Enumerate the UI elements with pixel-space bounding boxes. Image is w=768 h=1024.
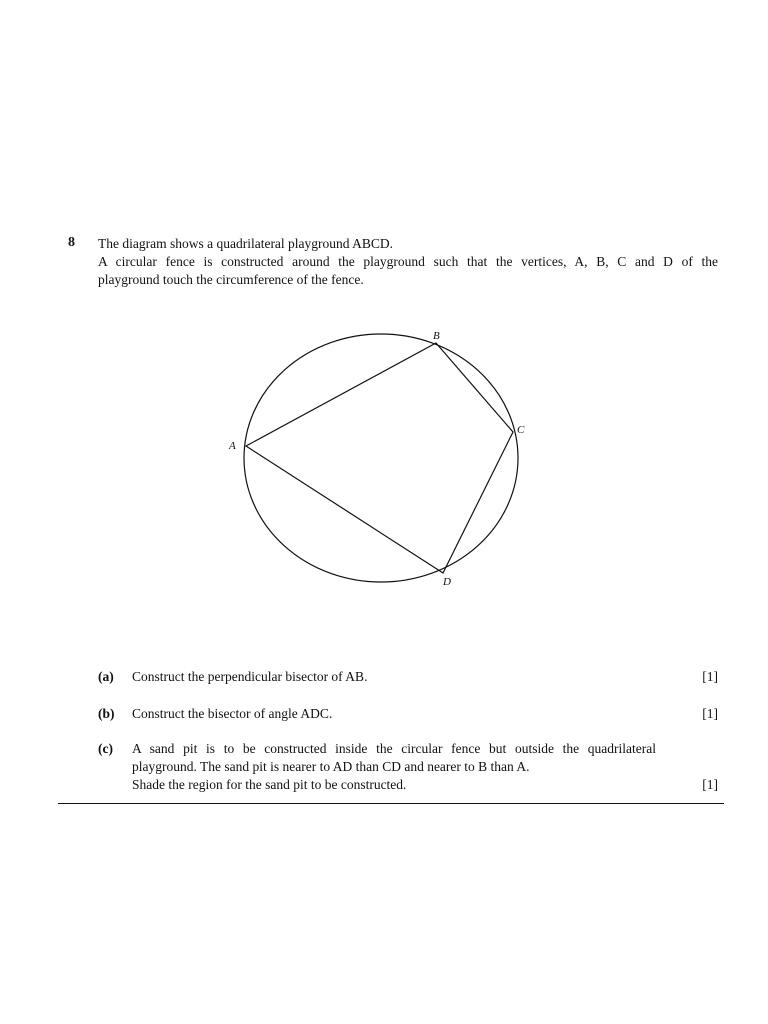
- part-a: [98, 668, 718, 686]
- intro-line-3: playground touch the circumference of the fence.: [98, 272, 364, 287]
- vertex-label-c: C: [517, 424, 525, 436]
- part-c-label: (c): [98, 741, 113, 756]
- part-a-marks: [1]: [702, 669, 718, 684]
- circular-fence: [244, 334, 518, 582]
- part-b-text: Construct the bisector of angle ADC.: [132, 706, 333, 721]
- part-c-marks: [1]: [702, 777, 718, 792]
- question-number: 8: [68, 235, 75, 250]
- circle-diagram: [0, 320, 768, 600]
- question-intro: [98, 235, 718, 289]
- part-a-text: Construct the perpendicular bisector of AB.: [132, 669, 368, 684]
- intro-line-1: The diagram shows a quadrilateral playground ABCD.: [98, 236, 394, 251]
- part-c: [98, 740, 718, 794]
- part-c-line-2: playground. The sand pit is nearer to AD than CD and nearer to B than A.: [132, 759, 530, 774]
- part-c-line-1: A sand pit is to be constructed inside the circular fence but outside the quadrilateral: [132, 741, 656, 756]
- part-a-label: (a): [98, 669, 114, 684]
- part-c-line-3: Shade the region for the sand pit to be constructed.: [132, 777, 407, 792]
- part-b: [98, 705, 718, 723]
- quadrilateral-abcd: [246, 343, 513, 573]
- vertex-label-d: D: [443, 576, 451, 588]
- intro-line-2: A circular fence is constructed around the playground such that the vertices, A, B, C and D of the: [98, 254, 718, 269]
- part-b-marks: [1]: [702, 706, 718, 721]
- vertex-label-b: B: [433, 330, 440, 342]
- vertex-label-a: A: [229, 440, 236, 452]
- bottom-rule: [58, 803, 724, 804]
- part-b-label: (b): [98, 706, 115, 721]
